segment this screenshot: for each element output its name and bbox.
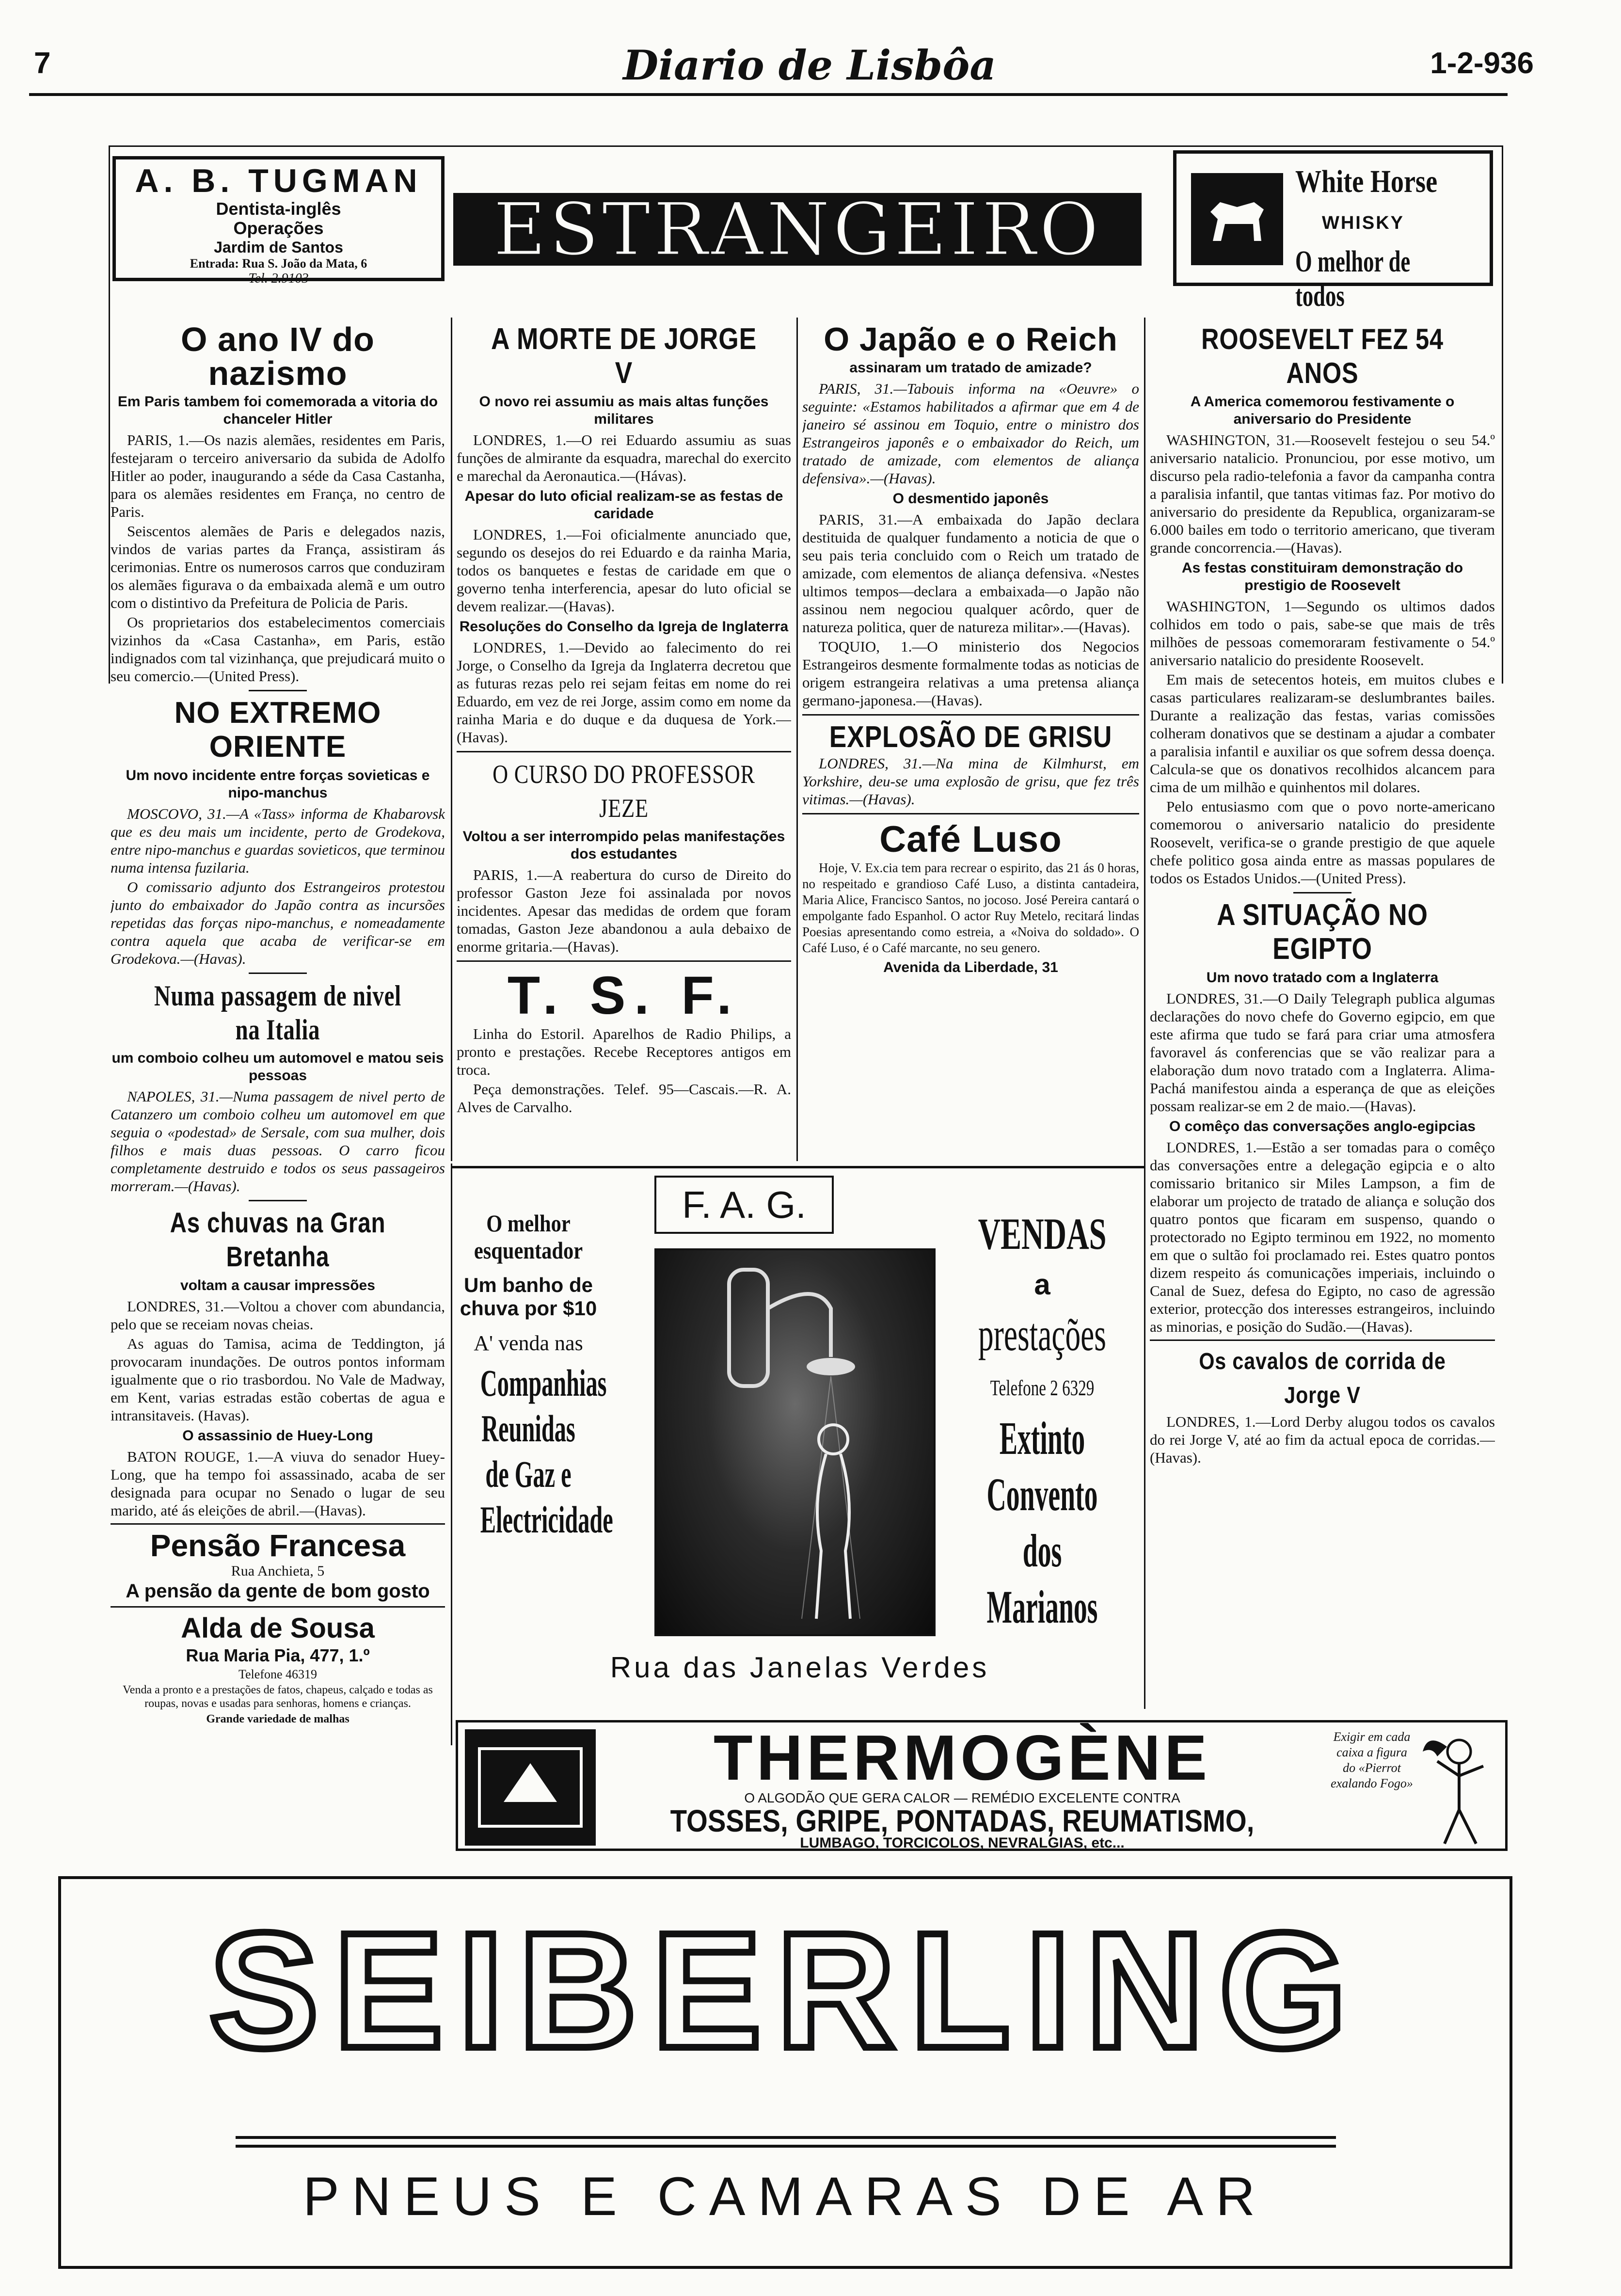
- egipto-p1: LONDRES, 31.—O Daily Telegraph publica algumas declarações do novo chefe do Governo egipcio, em que este afirma que tudo se fará para criar uma atmosfera favoravel ás conferencias que se vão realizar para a elaboração dum novo tratado com a Inglaterra. Alima-Pachá manifestou ainda a esperança de que as eleições possam realizar-se em 2 de maio.—(Havas).: [1150, 990, 1495, 1115]
- italia-p1: NAPOLES, 31.—Numa passagem de nivel perto de Catanzero um comboio colheu um automovel em que seguia o «podestad» de Sersale, com sua mulher, dois filhos e mais duas pessoas. O carro ficou completamente destruido e todos os seus passageiros morreram.—(Havas).: [111, 1088, 445, 1195]
- japao-p3: TOQUIO, 1.—O ministerio dos Negocios Estrangeiros desmente formalmente todas as noticias de origem estrangeira relativas a uma pretensa aliança germano-japonesa.—(Havas).: [802, 638, 1139, 709]
- fag-left-1: O melhor esquentador: [474, 1210, 583, 1264]
- egipto-p2: LONDRES, 1.—Estão a ser tomadas para o comêço das conversações entre a delegação egipcia e o alto comissario britanico sir Miles Lampson, a fim de elaborar um projecto de tratado de aliança e solução dos quatro pontos que ficaram em suspenso, quando o protectorado no Egipto terminou em 1922, no momento em que o sultão foi proclamado rei. Estes quatro pontos dizem respeito ás comunicações imperiais, incluindo o Canal de Suez, defesa do Egipto, no caso de agressão exterior, protecção dos interesses estrangeiros, incluindo as minorias, e posição do Sudão.—(Havas).: [1150, 1139, 1495, 1335]
- fag-right-column: [945, 1210, 1139, 1635]
- seiberling-rule-2: [236, 2145, 1336, 2148]
- japao-p2: PARIS, 31.—A embaixada do Japão declara destituida de qualquer fundamento a noticia de que o seu pais teria concluido com o Reich um tratado de amizade, com elementos de aliança defensiva. «Nestes ultimos tempos—declara a embaixada—o Japão não assinou nem negociou qualquer acôrdo, quer de natureza politica, quer de natureza militar».—(Havas).: [802, 511, 1139, 636]
- pierrot-icon: [1418, 1727, 1500, 1849]
- alda-extra: Grande variedade de malhas: [206, 1713, 350, 1725]
- grisu-p1: LONDRES, 31.—Na mina de Kilmhurst, em Yorkshire, deu-se uma explosão de grisu, que fez três vitimas.—(Havas).: [802, 755, 1139, 808]
- oriente-p2: O comissario adjunto dos Estrangeiros protestou junto do embaixador do Japão contra as incursões repetidas das forças nipo-manchus, e nomeadamente contra aquela que acaba de verificar-se em Grodekova.—(Havas).: [111, 878, 445, 967]
- japao-subhead-2: O desmentido japonês: [892, 491, 1049, 507]
- tugman-line4: Entrada: Rua S. João da Mata, 6: [190, 256, 367, 271]
- column-3: [802, 322, 1139, 1156]
- grisu-headline: EXPLOSÃO DE GRISU: [829, 720, 1112, 754]
- masthead: Diario de Lisbôa: [623, 41, 996, 89]
- column-2: [457, 322, 791, 1156]
- fag-ad: [451, 1166, 1144, 1714]
- roosevelt-p4: Pelo entusiasmo com que o povo norte-americano comemorou o aniversario natalicio do presidente Roosevelt, verifica-se o grande prestigio de que aquele chefe politico gosa ainda entre as massas populares de todos os Estados Unidos.—(United Press).: [1150, 798, 1495, 887]
- divider-2: [796, 318, 798, 1161]
- ad-rule: [111, 1606, 445, 1608]
- jorge-headline: A MORTE DE JORGE V: [491, 322, 757, 390]
- column-4: [1150, 322, 1495, 1709]
- thermogene-ailments-2: LUMBAGO, TORCICOLOS, NEVRALGIAS, etc...: [800, 1835, 1125, 1851]
- roosevelt-p2: WASHINGTON, 1—Segundo os ultimos dados colhidos em todo o pais, sabe-se que mais de três milhões de pessoas comemoraram festivamente o 54.º aniversario natalicio do presidente Roosevelt.: [1150, 598, 1495, 669]
- oriente-p1: MOSCOVO, 31.—A «Tass» informa de Khabarovsk que es deu mais um incidente, perto de Grodekova, entre nipo-manchus e guardas sovieticos, que terminou numa intensa fuzilaria.: [111, 805, 445, 876]
- tugman-line1: Dentista-inglês: [216, 199, 341, 219]
- header-rule: [29, 93, 1508, 96]
- thermogene-side: Exigir em cada caixa a figura do «Pierrot exalando Fogo»: [1331, 1730, 1413, 1790]
- cavalos-p1: LONDRES, 1.—Lord Derby alugou todos os cavalos do rei Jorge V, até ao fim da actual epoca de corridas.—(Havas).: [1150, 1413, 1495, 1466]
- separator: [1293, 892, 1351, 893]
- separator: [249, 973, 307, 974]
- page-number: 7: [34, 47, 51, 80]
- divider-3: [1144, 318, 1145, 1709]
- fag-bottom: Rua das Janelas Verdes: [610, 1651, 990, 1684]
- thermogene-ad: [456, 1720, 1508, 1851]
- pensao-slogan: A pensão da gente de bom gosto: [126, 1580, 430, 1602]
- frame-left: [109, 145, 110, 684]
- column-1: [111, 322, 445, 1874]
- cafe-luso-address: Avenida da Liberdade, 31: [883, 959, 1058, 975]
- jorge-subhead: O novo rei assumiu as mais altas funções militares: [479, 394, 769, 427]
- japao-subhead: assinaram um tratado de amizade?: [849, 360, 1092, 376]
- roosevelt-subhead-2: As festas constituiram demonstração do prestigio de Roosevelt: [1181, 560, 1463, 593]
- tugman-line3: Jardim de Santos: [214, 239, 343, 256]
- separator: [249, 690, 307, 691]
- fag-left-2: Um banho de chuva por $10: [460, 1274, 597, 1320]
- roosevelt-subhead: A America comemorou festivamente o aniversario do Presidente: [1190, 394, 1455, 427]
- italia-headline: Numa passagem de nivel na Italia: [154, 980, 401, 1046]
- chuvas-headline: As chuvas na Gran Bretanha: [170, 1207, 386, 1273]
- tugman-ad: [112, 156, 445, 286]
- egipto-headline: A SITUAÇÃO NO EGIPTO: [1217, 898, 1428, 966]
- fag-right-1: VENDAS: [978, 1209, 1107, 1259]
- fag-brand: F. A. G.: [682, 1183, 806, 1226]
- nazismo-p1: PARIS, 1.—Os nazis alemães, residentes em Paris, festejaram o terceiro aniversario da subida de Adolfo Hitler ao poder, inaugurando a séde da Casa Castanha, para os alemães residentes em França, no centro de Paris.: [111, 431, 445, 520]
- chuvas-p2: As aguas do Tamisa, acima de Teddington, já provocaram inundações. De outros pontos informam igualmente que o rio trasbordou. No Vale de Madway, em Kent, varias estradas estão cobertas de agua e intransitaveis. (Havas).: [111, 1335, 445, 1424]
- shower-heater-illustration: [656, 1250, 934, 1634]
- seiberling-tagline: PNEUS E CAMARAS DE AR: [303, 2166, 1268, 2227]
- fag-right-2: a: [1034, 1268, 1050, 1301]
- issue-date: 1-2-936: [1430, 47, 1534, 80]
- thermogene-brand: THERMOGÈNE: [713, 1722, 1211, 1793]
- rule: [1150, 1339, 1495, 1341]
- jorge-subhead-3: Resoluções do Conselho da Igreja de Inglaterra: [459, 619, 789, 635]
- section-title-box: [453, 188, 1142, 272]
- pensao-title: Pensão Francesa: [150, 1528, 406, 1563]
- alda-text: Venda a pronto e a prestações de fatos, chapeus, calçado e todas as roupas, novas e usadas para senhoras, homens e crianças.: [123, 1684, 433, 1710]
- ad-rule: [111, 1523, 445, 1525]
- alda-telephone: Telefone 46319: [238, 1667, 318, 1681]
- fag-top-rule: [451, 1166, 1144, 1168]
- italia-subhead: um comboio colheu um automovel e matou seis pessoas: [111, 1050, 444, 1084]
- egipto-subhead: Um novo tratado com a Inglaterra: [1206, 970, 1439, 986]
- pensao-address: Rua Anchieta, 5: [231, 1563, 325, 1579]
- thermogene-package-icon: [465, 1729, 596, 1846]
- nazismo-p2: Seiscentos alemães de Paris e delegados nazis, vindos de varias partes da França, assistiram ás cerimonias. Entre os numerosos carros que conduziram os alemães figurava o da embaixada alemã e um outro com o distintivo da Prefeitura de Policia de Paris.: [111, 523, 445, 611]
- fag-brand-box: [654, 1176, 834, 1234]
- hueylong-p1: BATON ROUGE, 1.—A viuva do senador Huey-Long, que ha tempo foi assassinado, acaba de ser designada para ocupar no Senado o lugar de seu marido, até ás eleições de abril.—(Havas).: [111, 1448, 445, 1519]
- separator: [249, 1200, 307, 1201]
- white-horse-title: White Horse: [1295, 164, 1438, 199]
- horse-icon: [1191, 173, 1283, 265]
- frame-right: [1502, 145, 1503, 684]
- rule: [802, 714, 1139, 716]
- frame-top: [109, 145, 1503, 147]
- cavalos-headline: Os cavalos de corrida de Jorge V: [1199, 1349, 1446, 1408]
- white-horse-logo: [1191, 173, 1283, 265]
- pierrot-figure: [1418, 1727, 1500, 1849]
- japao-p1: PARIS, 31.—Tabouis informa na «Oeuvre» o seguinte: «Estamos habilitados a afirmar que em 4 de janeiro sé assinou em Toquio, entre o ministro dos Estrangeiros japonês e o embaixador do Reich, um tratado de amizade, com elementos de aliança defensiva».—(Havas).: [802, 380, 1139, 487]
- white-horse-slogan: O melhor de todos: [1295, 245, 1411, 313]
- jorge-p2: LONDRES, 1.—Foi oficialmente anunciado que, segundo os desejos do rei Eduardo e da rainha Maria, todos os banquetes e festas de caridade em que o governo tenha interferencia, apesar do luto oficial se devem realizar.—(Havas).: [457, 526, 791, 615]
- tugman-name: A. B. TUGMAN: [135, 162, 422, 199]
- fag-heater-image: [654, 1248, 936, 1636]
- jeze-headline: O CURSO DO PROFESSOR JEZE: [493, 760, 755, 823]
- cafe-luso-text: Hoje, V. Ex.cia tem para recrear o espirito, das 21 ás 0 horas, no respeitado e grandioso Café Luso, a distinta cantadeira, Maria Alice, Francisco Santos, no jocoso. José Pereira cantará o empolgante fado Espanhol. O actor Ruy Metelo, recitará lindas Poesias apresentando como estreia, a «Noiva do soldado». O Café Luso, é o Café marcante, no seu genero.: [802, 861, 1139, 955]
- egipto-subhead-2: O comêço das conversações anglo-egipcias: [1169, 1118, 1476, 1134]
- hueylong-subhead: O assassinio de Huey-Long: [182, 1428, 373, 1444]
- jorge-subhead-2: Apesar do luto oficial realizam-se as festas de caridade: [464, 488, 783, 522]
- seiberling-ad: [58, 1876, 1512, 2269]
- white-horse-type: WHISKY: [1322, 213, 1404, 233]
- fag-right-5: Extinto Convento dos Marianos: [986, 1412, 1098, 1633]
- alda-address: Rua Maria Pia, 477, 1.º: [186, 1645, 370, 1665]
- jeze-subhead: Voltou a ser interrompido pelas manifestações dos estudantes: [462, 829, 785, 862]
- thermogene-tagline: O ALGODÃO QUE GERA CALOR — REMÉDIO EXCELENTE CONTRA: [744, 1790, 1180, 1805]
- thermogene-box-image: [465, 1729, 596, 1846]
- chuvas-p1: LONDRES, 31.—Voltou a chover com abundancia, pelo que se receiam novas cheias.: [111, 1298, 445, 1333]
- white-horse-ad: [1173, 150, 1493, 313]
- oriente-subhead: Um novo incidente entre forças sovieticas e nipo-manchus: [126, 767, 430, 801]
- seiberling-rule-1: [236, 2136, 1336, 2139]
- jorge-p1: LONDRES, 1.—O rei Eduardo assumiu as suas funções de almirante da esquadra, marechal do exercito e marechal da Aeronautica.—(Hávas).: [457, 431, 791, 484]
- nazismo-headline: O ano IV do nazismo: [181, 322, 375, 392]
- fag-left-4: Companhias Reunidas de Gaz e Electricidade: [480, 1362, 613, 1541]
- oriente-headline: NO EXTREMO ORIENTE: [174, 696, 381, 764]
- tsf-p2: Peça demonstrações. Telef. 95—Cascais.—R. A. Alves de Carvalho.: [457, 1081, 791, 1116]
- fag-left-3: A' venda nas: [474, 1331, 583, 1355]
- jorge-p3: LONDRES, 1.—Devido ao falecimento do rei Jorge, o Conselho da Igreja da Inglaterra decretou que as futuras rezas pelo rei sejam feitas em nome do rei Eduardo, em vez de rei Jorge, assim como em nome da rainha Maria e do duque e da duquesa de York.—(Havas).: [457, 639, 791, 746]
- seiberling-brand: SEIBERLING: [208, 1898, 1362, 2083]
- japao-headline: O Japão e o Reich: [824, 322, 1118, 358]
- thermogene-ailments: TOSSES, GRIPE, PONTADAS, REUMATISMO,: [670, 1803, 1255, 1838]
- tugman-line5: Tel. 2.9103: [248, 271, 309, 286]
- tsf-p1: Linha do Estoril. Aparelhos de Radio Philips, a pronto e prestações. Recebe Receptores antigos em troca.: [457, 1025, 791, 1078]
- fag-left-column: [451, 1210, 613, 1543]
- rule: [802, 813, 1139, 814]
- fag-right-3: prestações: [978, 1308, 1106, 1360]
- tugman-line2: Operações: [233, 218, 324, 238]
- nazismo-subhead: Em Paris tambem foi comemorada a vitoria do chanceler Hitler: [117, 394, 438, 427]
- divider-1: [451, 318, 452, 1161]
- section-title: ESTRANGEIRO: [493, 188, 1102, 272]
- jeze-p1: PARIS, 1.—A reabertura do curso de Direito do professor Gaston Jeze foi assinalada por novos incidentes. Apesar das medidas de ordem que foram tomadas, Gaston Jeze abandonou a aula debaixo de enorme gritaria.—(Havas).: [457, 866, 791, 955]
- fag-right-4: Telefone 2 6329: [990, 1375, 1095, 1400]
- alda-title: Alda de Sousa: [181, 1612, 375, 1644]
- cafe-luso-title: Café Luso: [879, 819, 1062, 860]
- tsf-title: T. S. F.: [507, 966, 741, 1025]
- roosevelt-p1: WASHINGTON, 31.—Roosevelt festejou o seu 54.º aniversario natalicio. Pronunciou, por esse motivo, um discurso pela radio-telefonia a favor da campanha contra a paralisia infantil, que tantas vitimas faz. Por motivo do aniversario do presidente da Republica, organizaram-se 6.000 bailes em todo o territorio americano, que tiveram grande concorrencia.—(Havas).: [1150, 431, 1495, 556]
- nazismo-p3: Os proprietarios dos estabelecimentos comerciais vizinhos da «Casa Castanha», em Paris, estão indignados com tal vizinhança, que prejudicará muito o seu comercio.—(United Press).: [111, 614, 445, 685]
- roosevelt-headline: ROOSEVELT FEZ 54 ANOS: [1201, 323, 1444, 389]
- chuvas-subhead: voltam a causar impressões: [180, 1277, 375, 1293]
- roosevelt-p3: Em mais de setecentos hoteis, em muitos clubes e casas particulares realizaram-se deslumbrantes bailes. Durante a realização das festas, varias comissões colheram donativos que se destinam a ajudar a combater a paralisia infantil e auxiliar os que sofrem dessa doença. Calcula-se que os donativos recolhidos alcancem para cima de um milhão e quinhentos mil dolares.: [1150, 671, 1495, 796]
- rule: [457, 960, 791, 962]
- rule: [457, 751, 791, 752]
